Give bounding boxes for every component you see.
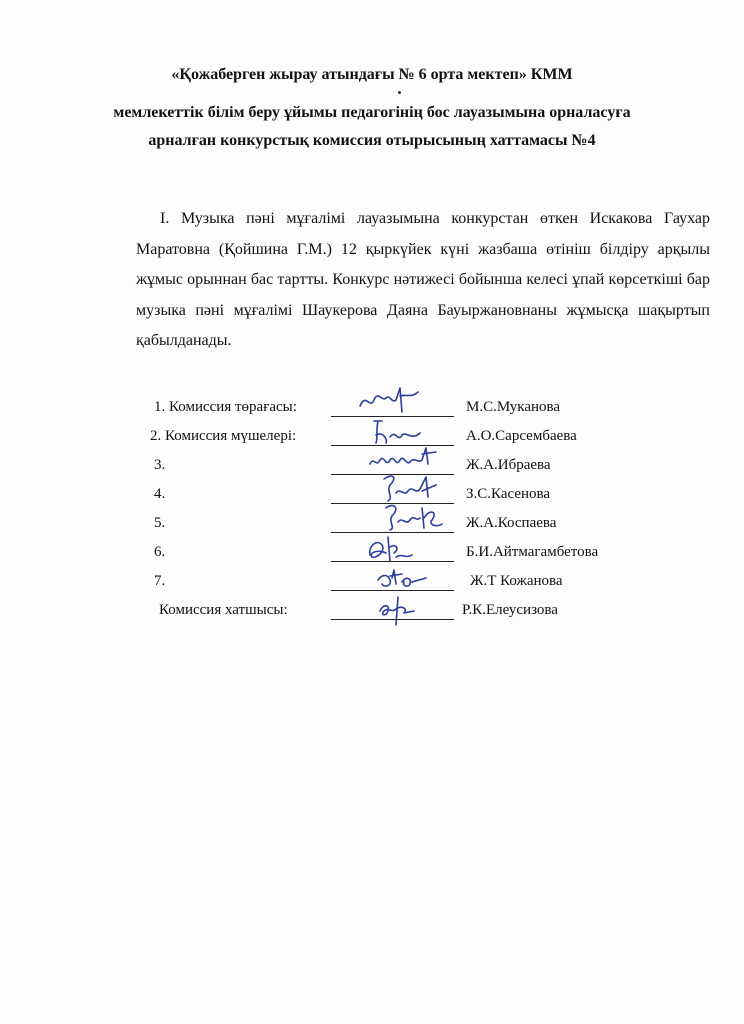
signatory-name: Р.К.Елеусизова <box>462 602 558 618</box>
signatory-name: З.С.Касенова <box>466 486 551 502</box>
signature-icon <box>374 591 454 627</box>
signatory-name: Ж.А.Коспаева <box>466 515 557 531</box>
signature-role: 6. <box>154 544 166 560</box>
signature-role: 5. <box>154 515 166 531</box>
signatory-name: Ж.Т Кожанова <box>470 573 563 589</box>
document-header-line-1: «Қожаберген жырау атындағы № 6 орта мектеп» КММ <box>171 66 573 83</box>
ink-dot <box>398 91 401 94</box>
signature-role: 1. Комиссия төрағасы: <box>154 399 297 415</box>
signature-role: Комиссия хатшысы: <box>159 602 288 618</box>
decision-paragraph: I. Музыка пәні мұғалімі лауазымына конкурстан өткен Искакова Гаухар Маратовна (Қойшина Г.М.) 12 қыркүйек күні жазбаша өтініш білдіру арқылы жұмыс орыннан бас тартты. Конкурс нәтижесі бойынша келесі ұпай көрсеткіші бар музыка пәні мұғалімі Шаукерова Даяна Бауыржановнаны жұмысқа шақыртып қабылданады. <box>136 210 710 349</box>
signature-icon <box>378 498 458 534</box>
signature-row <box>0 570 744 599</box>
signature-line <box>331 619 454 620</box>
signature-role: 7. <box>154 573 166 589</box>
document-header-line-2: мемлекеттік білім беру ұйымы педагогінің бос лауазымына орналасуға <box>113 104 631 121</box>
signature-row <box>0 599 744 628</box>
signature-row <box>0 454 744 483</box>
signatory-name: М.С.Муканова <box>466 399 561 415</box>
signature-role: 4. <box>154 486 166 502</box>
signatory-name: Б.И.Айтмагамбетова <box>466 544 599 560</box>
signatory-name: А.О.Сарсембаева <box>466 428 577 444</box>
signature-role: 3. <box>154 457 166 473</box>
signatory-name: Ж.А.Ибраева <box>466 457 551 473</box>
document-header-line-3: арналған конкурстық комиссия отырысының хаттамасы №4 <box>148 132 596 149</box>
signature-role: 2. Комиссия мүшелері: <box>150 428 297 444</box>
signature-row <box>0 483 744 512</box>
